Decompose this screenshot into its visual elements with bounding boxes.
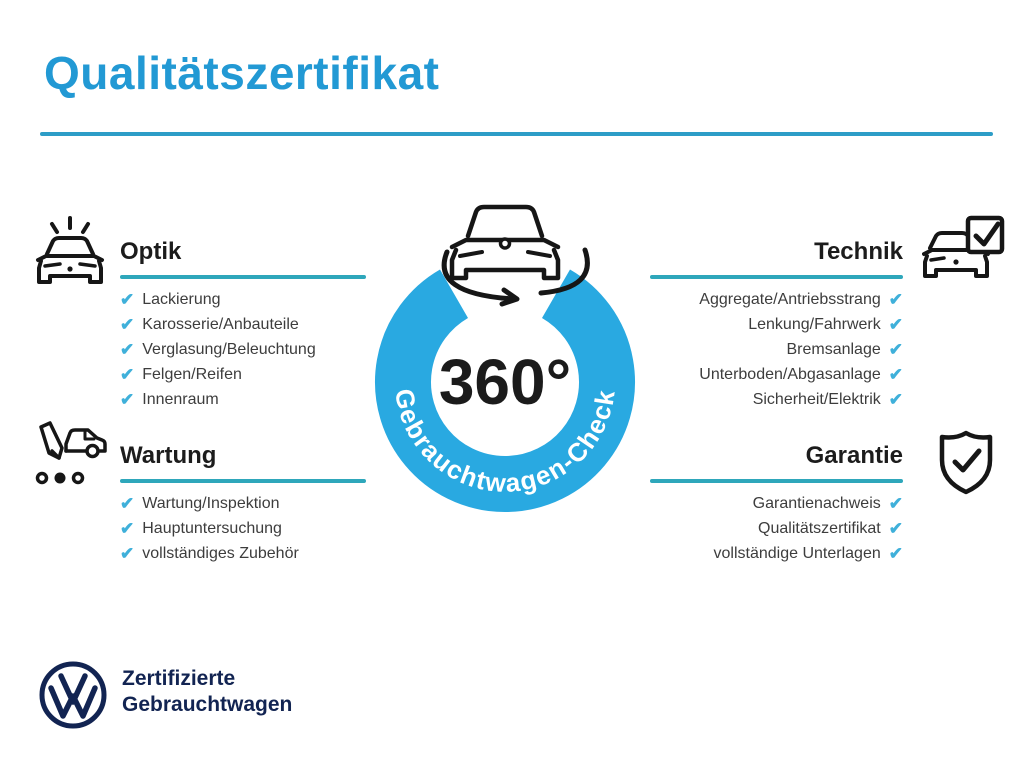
check-icon: ✔ bbox=[120, 365, 135, 384]
list-item bbox=[650, 541, 903, 566]
list-item bbox=[650, 516, 903, 541]
list-item bbox=[120, 337, 366, 362]
item-label: vollständiges Zubehör bbox=[142, 544, 299, 562]
badge-center-text: 360° bbox=[438, 346, 572, 418]
footer-claim-line1: Zertifizierte bbox=[122, 667, 236, 690]
list-item bbox=[650, 287, 903, 312]
item-label: Felgen/Reifen bbox=[142, 365, 242, 383]
car-shine-icon bbox=[30, 212, 110, 296]
check-icon: ✔ bbox=[120, 519, 135, 538]
item-label: Garantienachweis bbox=[752, 494, 881, 512]
section-optik-title: Optik bbox=[120, 238, 182, 265]
list-item bbox=[650, 362, 903, 387]
list-item bbox=[120, 312, 366, 337]
section-technik bbox=[650, 238, 903, 412]
section-technik-title: Technik bbox=[814, 238, 903, 265]
section-technik-items bbox=[650, 287, 903, 412]
vw-logo bbox=[36, 658, 110, 732]
item-label: Bremsanlage bbox=[786, 340, 881, 358]
section-technik-underline bbox=[650, 275, 903, 279]
check-icon: ✔ bbox=[120, 340, 135, 359]
list-item bbox=[120, 362, 366, 387]
badge-ring-text: Gebrauchtwagen-Check bbox=[388, 386, 621, 499]
section-optik-underline bbox=[120, 275, 366, 279]
section-wartung bbox=[120, 442, 366, 566]
footer-claim bbox=[122, 666, 292, 718]
check-icon: ✔ bbox=[888, 365, 903, 384]
section-wartung-underline bbox=[120, 479, 366, 483]
section-garantie-underline bbox=[650, 479, 903, 483]
item-label: Lenkung/Fahrwerk bbox=[748, 315, 881, 333]
item-label: vollständige Unterlagen bbox=[713, 544, 881, 562]
section-optik-items bbox=[120, 287, 366, 412]
car-rotate-icon bbox=[444, 207, 587, 304]
list-item bbox=[120, 516, 366, 541]
shield-check-icon bbox=[930, 428, 1002, 498]
item-label: Sicherheit/Elektrik bbox=[752, 390, 881, 408]
section-garantie bbox=[650, 442, 903, 566]
check-icon: ✔ bbox=[120, 290, 135, 309]
item-label: Lackierung bbox=[142, 290, 221, 308]
footer-claim-line2: Gebrauchtwagen bbox=[122, 693, 293, 716]
list-item bbox=[120, 491, 366, 516]
list-item bbox=[650, 491, 903, 516]
section-wartung-title: Wartung bbox=[120, 442, 217, 469]
check-icon: ✔ bbox=[120, 544, 135, 563]
check-icon: ✔ bbox=[888, 544, 903, 563]
section-wartung-items bbox=[120, 491, 366, 566]
section-garantie-items bbox=[650, 491, 903, 566]
check-icon: ✔ bbox=[120, 494, 135, 513]
item-label: Innenraum bbox=[142, 390, 219, 408]
check-icon: ✔ bbox=[888, 315, 903, 334]
check-icon: ✔ bbox=[888, 340, 903, 359]
item-label: Unterboden/Abgasanlage bbox=[699, 365, 881, 383]
check-icon: ✔ bbox=[888, 519, 903, 538]
car-checkbox-icon bbox=[922, 210, 1008, 296]
section-optik bbox=[120, 238, 366, 412]
check-icon: ✔ bbox=[120, 390, 135, 409]
check-icon: ✔ bbox=[888, 494, 903, 513]
list-item bbox=[120, 387, 366, 412]
check-icon: ✔ bbox=[888, 290, 903, 309]
item-label: Hauptuntersuchung bbox=[142, 519, 282, 537]
item-label: Aggregate/Antriebsstrang bbox=[699, 290, 881, 308]
item-label: Verglasung/Beleuchtung bbox=[142, 340, 316, 358]
item-label: Karosserie/Anbauteile bbox=[142, 315, 299, 333]
item-label: Wartung/Inspektion bbox=[142, 494, 280, 512]
list-item bbox=[650, 337, 903, 362]
list-item bbox=[120, 541, 366, 566]
page-title: Qualitätszertifikat bbox=[44, 47, 440, 99]
title-divider bbox=[40, 132, 993, 136]
item-label: Qualitätszertifikat bbox=[758, 519, 881, 537]
list-item bbox=[650, 312, 903, 337]
check-icon: ✔ bbox=[888, 390, 903, 409]
pencil-car-icon bbox=[28, 420, 108, 492]
360-check-badge bbox=[335, 180, 675, 525]
list-item bbox=[650, 387, 903, 412]
check-icon: ✔ bbox=[120, 315, 135, 334]
list-item bbox=[120, 287, 366, 312]
section-garantie-title: Garantie bbox=[805, 442, 903, 469]
